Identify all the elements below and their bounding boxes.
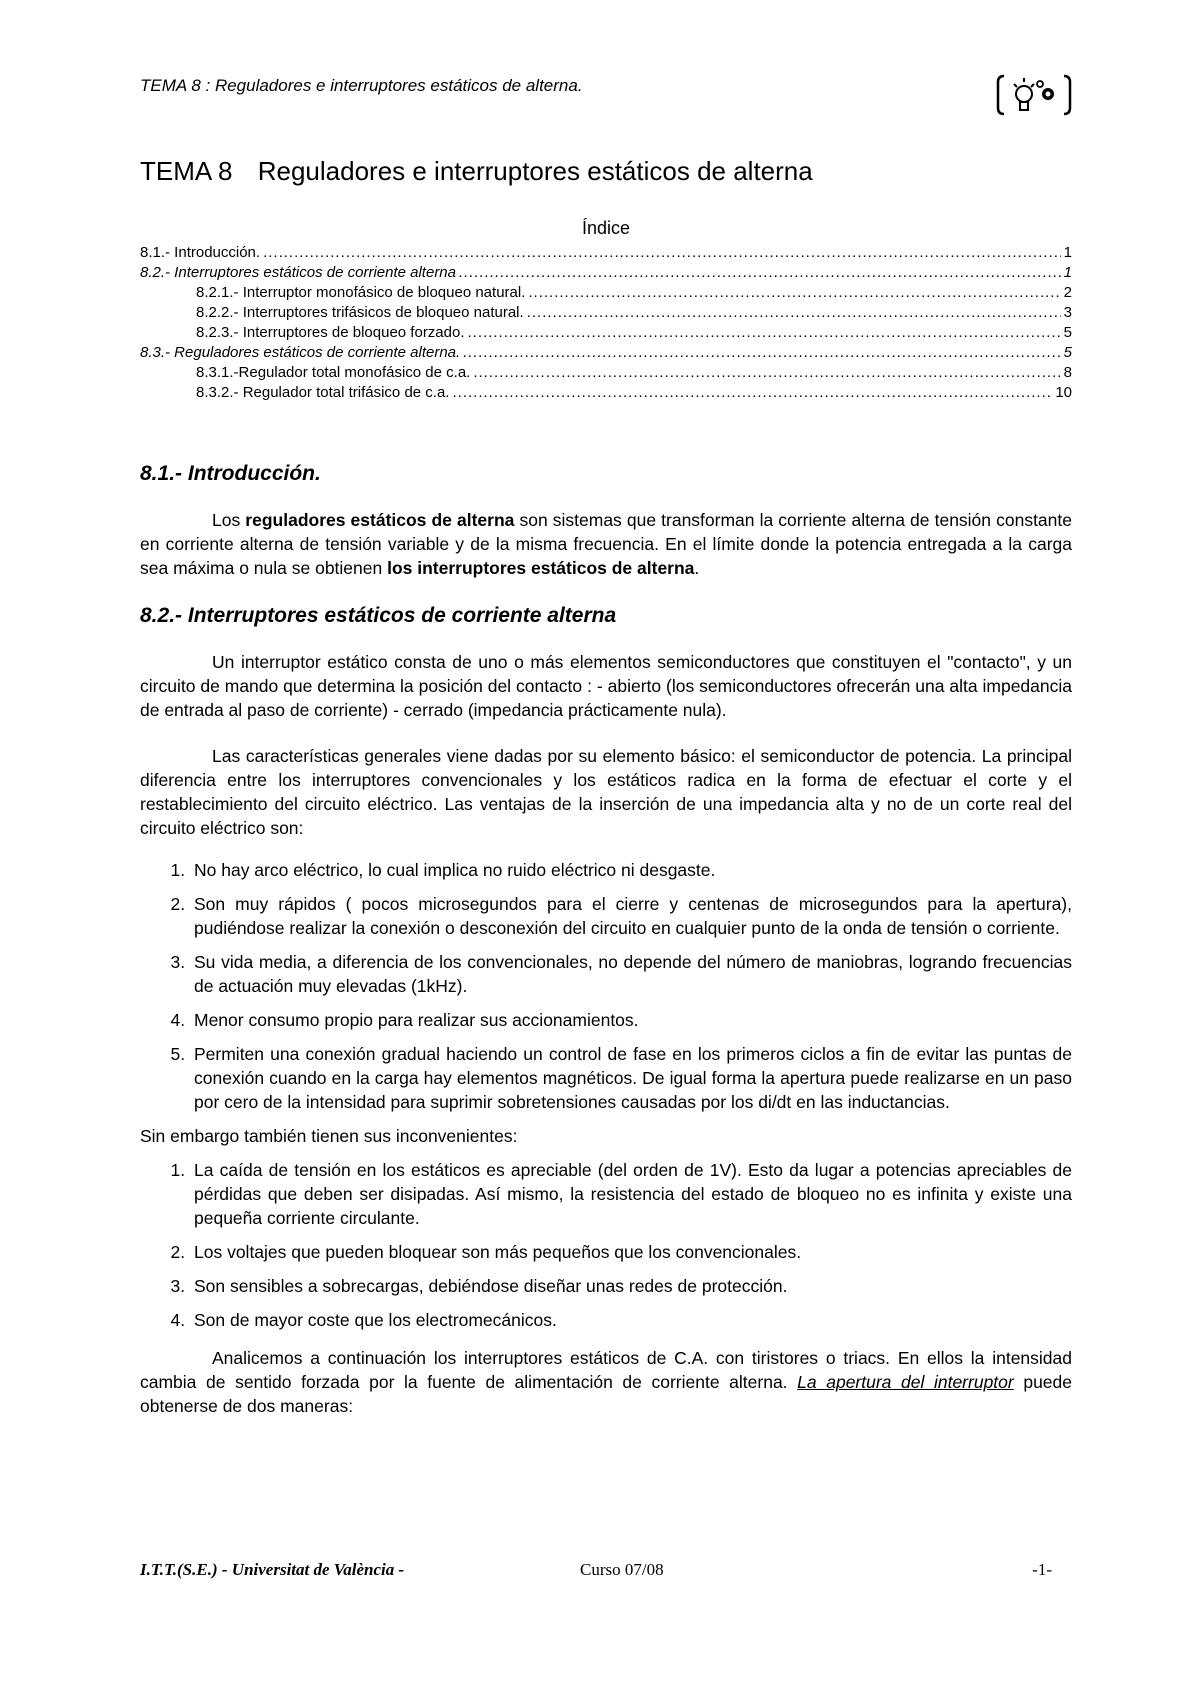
- toc-entry-label: 8.2.3.- Interruptores de bloqueo forzado.: [196, 324, 465, 341]
- list-item: 2. Los voltajes que pueden bloquear son más pequeños que los convencionales.: [190, 1240, 1072, 1264]
- toc-entry-label: 8.3.- Reguladores estáticos de corriente alterna.: [140, 344, 461, 361]
- toc-entry-label: 8.2.1.- Interruptor monofásico de bloqueo natural.: [196, 284, 526, 301]
- running-header: [140, 72, 1072, 112]
- toc-entry-page: 10: [1055, 384, 1072, 401]
- text-run: Analicemos a continuación los interruptores estáticos de C.A. con tiristores o triacs. En ellos la intensidad cambia de sentido forzada por la fuente de alimentación de corriente alterna.: [140, 1348, 1072, 1392]
- footer-course: Curso 07/08: [580, 1560, 664, 1579]
- toc-leader: [452, 383, 1052, 403]
- text-run: .: [694, 558, 700, 578]
- text-run: Los: [212, 510, 246, 530]
- toc-entry-page: 8: [1063, 364, 1072, 381]
- section-heading: 8.1.- Introducción.: [140, 462, 321, 485]
- toc-entry[interactable]: [140, 263, 1072, 283]
- underlined-term: La apertura del interruptor: [797, 1372, 1014, 1392]
- toc-entry-page: 3: [1063, 304, 1072, 321]
- page-title: [140, 156, 813, 187]
- page-number: -1-: [1032, 1560, 1052, 1579]
- title-text: Reguladores e interruptores estáticos de alterna: [257, 156, 813, 186]
- paragraph: [140, 508, 1072, 580]
- toc-entry-label: 8.2.2.- Interruptores trifásicos de bloqueo natural.: [196, 304, 524, 321]
- document-page: [140, 0, 1072, 1696]
- toc-heading: Índice: [581, 218, 631, 238]
- page-footer: [140, 1560, 1072, 1588]
- toc-entry-page: 2: [1063, 284, 1072, 301]
- list-item: 1. La caída de tensión en los estáticos es apreciable (del orden de 1V). Esto da lugar a potencias apreciables de pérdidas que deben ser disipadas. Así mismo, la resistencia del estado de bloqueo no es infinita y existe una pequeña corriente circulante.: [190, 1158, 1072, 1230]
- toc-entry[interactable]: [140, 383, 1072, 403]
- toc-entry-label: 8.3.2.- Regulador total trifásico de c.a.: [196, 384, 450, 401]
- table-of-contents: [140, 218, 1072, 403]
- toc-entry[interactable]: [140, 323, 1072, 343]
- advantages-list: [140, 858, 1072, 1114]
- paragraph: Las características generales viene dadas por su elemento básico: el semiconductor de potencia. La principal diferencia entre los interruptores convencionales y los estáticos radica en la forma de efectuar el corte y el restablecimiento del circuito eléctrico. Las ventajas de la inserción de una impedancia alta y no de un corte real del circuito eléctrico son:: [140, 746, 1072, 838]
- toc-entry[interactable]: [140, 283, 1072, 303]
- list-item: 3. Su vida media, a diferencia de los convencionales, no depende del número de maniobras, logrando frecuencias de actuación muy elevadas (1kHz).: [190, 950, 1072, 998]
- text-run: son sistemas que transforman la corriente alterna de tensión constante en corriente alterna de tensión variable y de la misma frecuencia. En el límite donde la potencia entregada a la carga sea máxima o nula se obtienen: [140, 510, 1072, 578]
- footer-institution: I.T.T.(S.E.) - Universitat de València -: [140, 1560, 405, 1579]
- toc-entry[interactable]: [140, 243, 1072, 263]
- toc-entry-page: 5: [1063, 324, 1072, 341]
- paragraph: Un interruptor estático consta de uno o más elementos semiconductores que constituyen el "contacto", y un circuito de mando que determina la posición del contacto : - abierto (los semiconductores ofrecerán una alta impedancia de entrada al paso de corriente) - cerrado (impedancia prácticamente nula).: [140, 652, 1072, 720]
- toc-leader: [527, 303, 1061, 323]
- paragraph: Sin embargo también tienen sus inconvenientes:: [140, 1126, 518, 1146]
- list-item: 1. No hay arco eléctrico, lo cual implica no ruido eléctrico ni desgaste.: [190, 858, 1072, 882]
- running-header-title: TEMA 8 : Reguladores e interruptores estáticos de alterna.: [140, 76, 583, 95]
- toc-entry[interactable]: [140, 343, 1072, 363]
- drawbacks-list: [140, 1158, 1072, 1332]
- list-item: 2. Son muy rápidos ( pocos microsegundos para el cierre y centenas de microsegundos para la apertura), pudiéndose realizar la conexión o desconexión del circuito en cualquier punto de la onda de tensión o corriente.: [190, 892, 1072, 940]
- document-body: [140, 462, 1072, 1418]
- toc-leader: [528, 283, 1060, 303]
- toc-leader: [473, 363, 1060, 383]
- list-item: 3. Son sensibles a sobrecargas, debiéndose diseñar unas redes de protección.: [190, 1274, 1072, 1298]
- paragraph: [140, 1346, 1072, 1418]
- bold-term: reguladores estáticos de alterna: [245, 510, 515, 530]
- toc-leader: [459, 263, 1061, 283]
- bulb-gear-logo-icon: [996, 72, 1072, 118]
- list-item: 4. Menor consumo propio para realizar sus accionamientos.: [190, 1008, 1072, 1032]
- toc-leader: [463, 343, 1060, 363]
- text-run: puede obtenerse de dos maneras:: [140, 1372, 1073, 1416]
- list-item: 4. Son de mayor coste que los electromecánicos.: [190, 1308, 1072, 1332]
- toc-leader: [263, 243, 1061, 263]
- toc-leader: [468, 323, 1061, 343]
- title-number: TEMA 8: [140, 156, 233, 186]
- bold-term: los interruptores estáticos de alterna: [387, 558, 695, 578]
- section-heading: 8.2.- Interruptores estáticos de corriente alterna: [140, 604, 617, 627]
- toc-entry[interactable]: [140, 363, 1072, 383]
- toc-entry-label: 8.2.- Interruptores estáticos de corriente alterna: [140, 264, 456, 281]
- toc-entry-page: 1: [1063, 244, 1072, 261]
- toc-entry-label: 8.1.- Introducción.: [140, 244, 261, 261]
- toc-entry-page: 5: [1063, 344, 1072, 361]
- list-item: 5. Permiten una conexión gradual haciendo un control de fase en los primeros ciclos a fin de evitar las puntas de conexión cuando en la carga hay elementos magnéticos. De igual forma la apertura puede realizarse en un paso por cero de la intensidad para suprimir sobretensiones causadas por los di/dt en las inductancias.: [190, 1042, 1072, 1114]
- toc-entry-label: 8.3.1.-Regulador total monofásico de c.a.: [196, 364, 471, 381]
- toc-entry-page: 1: [1063, 264, 1072, 281]
- toc-entry[interactable]: [140, 303, 1072, 323]
